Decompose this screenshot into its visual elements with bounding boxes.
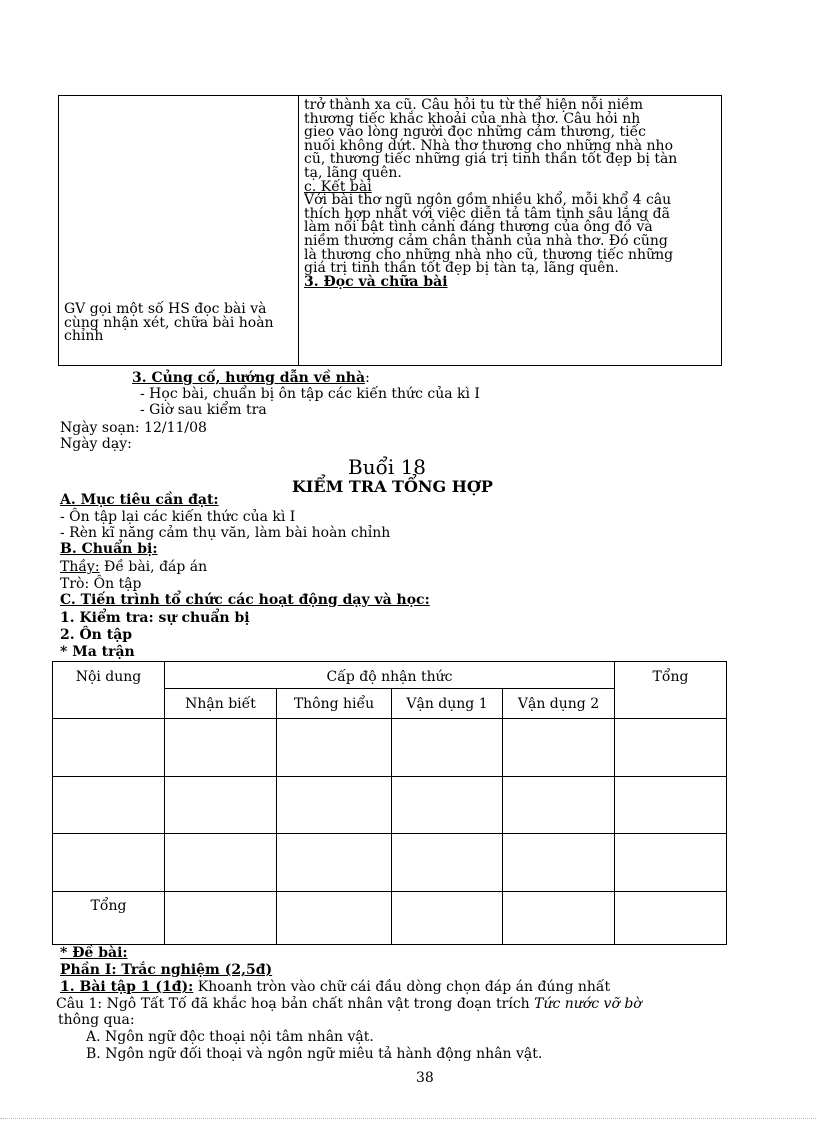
table-cell — [392, 719, 503, 777]
text-line: làm nổi bật tình cảnh đáng thương của ông đồ và — [304, 219, 653, 236]
text-line: thích hợp nhất với việc diễn tả tâm tình sâu lắng đã — [304, 205, 670, 222]
subheader-cell: Thông hiểu — [277, 689, 392, 719]
ontap-line: 2. Ôn tập — [60, 627, 133, 643]
text-line: chỉnh — [64, 328, 104, 344]
tientrinh-heading: C. Tiến trình tổ chức các hoạt động dạy và học: — [60, 592, 430, 608]
header-tong: Tổng — [615, 662, 727, 719]
table-divider — [298, 95, 299, 366]
cau1-cont: thông qua: — [58, 1012, 135, 1028]
table-cell — [53, 834, 165, 892]
table-row — [53, 834, 727, 892]
table-cell — [615, 777, 727, 834]
table-cell — [53, 777, 165, 834]
ketbai-heading: c. Kết bài — [304, 178, 372, 195]
matran-heading: * Ma trận — [60, 644, 135, 660]
table-cell — [392, 777, 503, 834]
cau1-text: Câu 1: Ngô Tất Tố đã khắc hoạ bản chất nhân vật trong đoạn trích — [56, 996, 535, 1012]
table-cell — [615, 892, 727, 945]
table-cell — [165, 892, 277, 945]
debai-heading: * Đề bài: — [60, 945, 128, 961]
thay-label: Thầy: — [60, 559, 100, 575]
table-cell — [615, 834, 727, 892]
table-row — [53, 777, 727, 834]
thay-text: Đề bài, đáp án — [99, 559, 208, 575]
baitap-line — [60, 981, 610, 994]
table-cell — [277, 834, 392, 892]
subheader-cell: Vận dụng 2 — [503, 689, 615, 719]
session-title: Buổi 18 — [348, 455, 427, 479]
text-line: GV gọi một số HS đọc bài và — [64, 301, 267, 317]
table-row — [53, 662, 727, 689]
cungco-colon: : — [365, 370, 370, 386]
page-bottom-divider — [0, 1118, 816, 1119]
option-a: A. Ngôn ngữ độc thoại nội tâm nhân vật. — [86, 1029, 374, 1045]
ngay-soan: Ngày soạn: 12/11/08 — [60, 420, 207, 436]
kiemtra-line: 1. Kiểm tra: sự chuẩn bị — [60, 610, 250, 626]
baitap-label: 1. Bài tập 1 (1đ): — [60, 979, 194, 995]
cungco-item: - Giờ sau kiểm tra — [140, 402, 267, 418]
baitap-text: Khoanh tròn vào chữ cái đầu dòng chọn đáp án đúng nhất — [193, 979, 611, 995]
table-cell — [53, 719, 165, 777]
cungco-heading-text: 3. Củng cố, hướng dẫn về nhà — [132, 370, 366, 386]
phan1-heading: Phần I: Trắc nghiệm (2,5đ) — [60, 962, 273, 978]
table-cell — [392, 892, 503, 945]
subheader-cell: Nhận biết — [165, 689, 277, 719]
chuanbi-tro: Trò: Ôn tập — [60, 576, 142, 592]
muctieu-item: - Ôn tập lại các kiến thức của kì I — [60, 509, 296, 525]
muctieu-item: - Rèn kĩ năng cảm thụ văn, làm bài hoàn chỉnh — [60, 525, 391, 541]
table-cell — [165, 777, 277, 834]
text-line: tạ, lãng quên. — [304, 164, 402, 181]
header-noidung: Nội dung — [53, 662, 165, 719]
table-cell — [165, 719, 277, 777]
matrix-table — [52, 661, 727, 945]
table-cell — [277, 777, 392, 834]
table-cell — [392, 834, 503, 892]
option-b: B. Ngôn ngữ đối thoại và ngôn ngữ miêu tả hành động nhân vật. — [86, 1046, 543, 1062]
table-cell — [503, 719, 615, 777]
chuanbi-thay — [60, 561, 207, 574]
table-row — [53, 719, 727, 777]
muctieu-heading: A. Mục tiêu cần đạt: — [60, 492, 219, 508]
text-line: Với bài thơ ngũ ngôn gồm nhiều khổ, mỗi khổ 4 câu — [304, 192, 672, 209]
text-line: trở thành xa cũ. Câu hỏi tu từ thể hiện nỗi niềm — [304, 97, 644, 113]
text-line: là thương cho những nhà nho cũ, thương tiếc những — [304, 246, 674, 263]
header-capdo: Cấp độ nhận thức — [165, 662, 615, 689]
table-cell — [277, 892, 392, 945]
cau1-italic: Tức nước vỡ bờ — [534, 996, 642, 1012]
table-cell — [503, 777, 615, 834]
cungco-item: - Học bài, chuẩn bị ôn tập các kiến thức của kì I — [140, 386, 480, 402]
text-line: gieo vào lòng người đọc những cảm thương, tiếc — [304, 124, 647, 141]
table-cell — [165, 834, 277, 892]
lesson-table-right-cell — [304, 99, 720, 289]
chuanbi-heading: B. Chuẩn bị: — [60, 541, 158, 557]
table-cell — [277, 719, 392, 777]
ngay-day: Ngày dạy: — [60, 436, 132, 452]
text-line: nuối không dứt. Nhà thơ thương cho những nhà nho — [304, 137, 673, 154]
table-cell — [615, 719, 727, 777]
table-cell — [503, 834, 615, 892]
page-number: 38 — [416, 1070, 434, 1086]
lesson-table-left-cell — [64, 303, 296, 344]
text-line: cùng nhận xét, chữa bài hoàn — [64, 314, 274, 331]
subheader-cell: Vận dụng 1 — [392, 689, 503, 719]
total-row-label: Tổng — [53, 892, 165, 945]
doc-heading: 3. Đọc và chữa bài — [304, 273, 448, 290]
cungco-heading — [132, 372, 370, 385]
text-line: niềm thương cảm chân thành của nhà thơ. Đó cũng — [304, 232, 668, 249]
table-cell — [503, 892, 615, 945]
text-line: giá trị tinh thần tốt đẹp bị tàn tạ, lãng quên. — [304, 260, 619, 277]
page-title: KIỂM TRA TỔNG HỢP — [292, 477, 493, 496]
text-line: thương tiếc khắc khoải của nhà thơ. Câu hỏi nh — [304, 110, 641, 127]
cau1-line — [56, 998, 642, 1011]
table-row — [53, 892, 727, 945]
text-line: cũ, thương tiếc những giá trị tinh thần tốt đẹp bị tàn — [304, 151, 678, 168]
